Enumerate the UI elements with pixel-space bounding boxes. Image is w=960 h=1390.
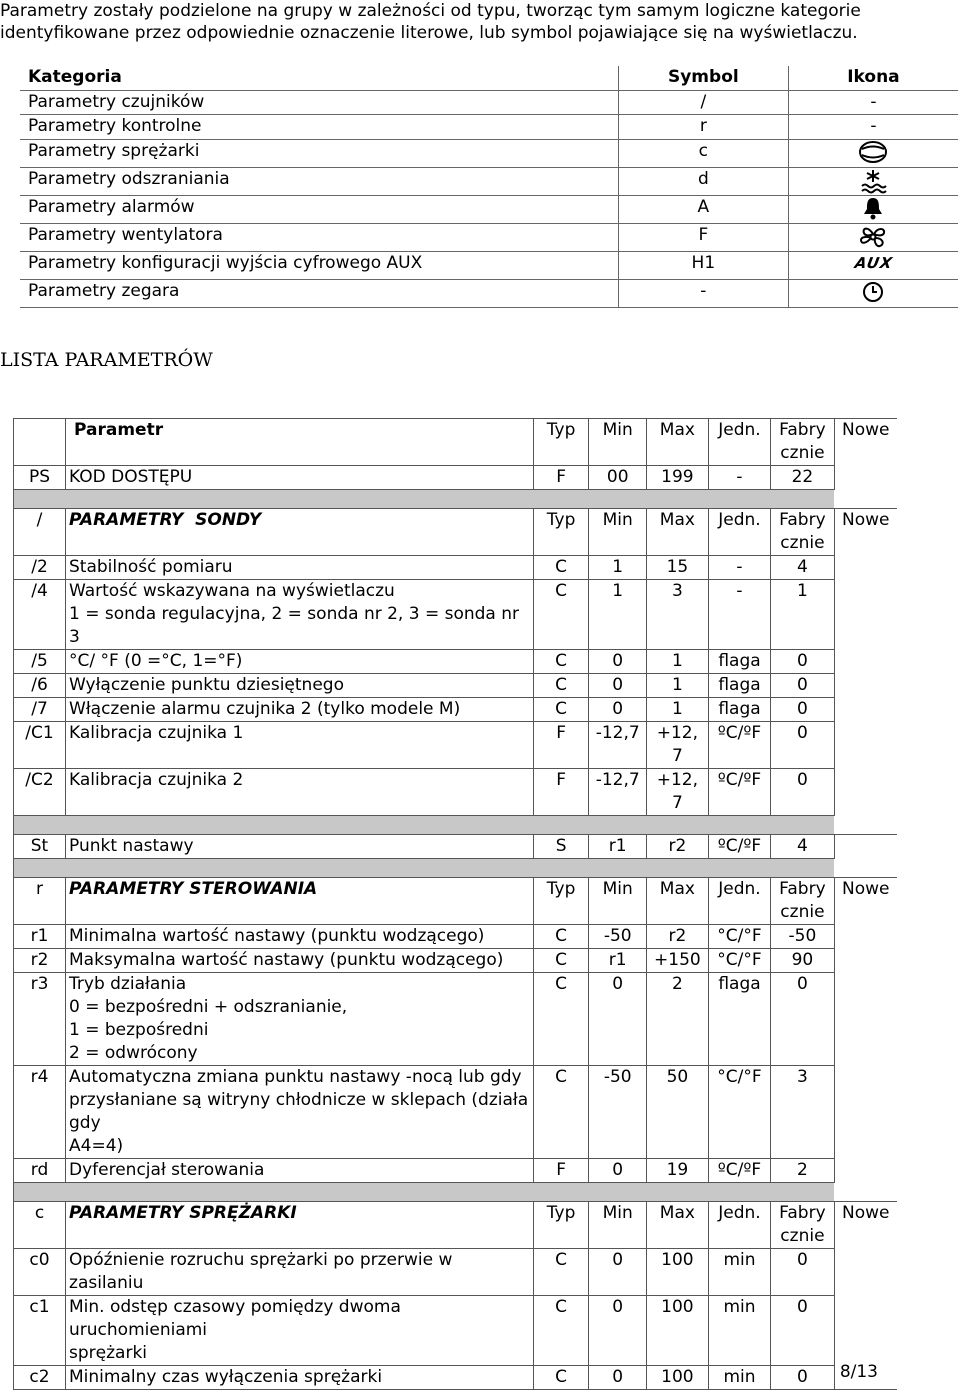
param-min: 00 [589,466,647,490]
param-max: r2 [647,925,709,949]
param-jedn: °C/°F [708,1066,771,1159]
table-row [14,580,898,650]
param-min: 0 [589,650,647,674]
param-desc: Minimalny czas wyłączenia sprężarki [66,1366,534,1390]
header-typ: Typ [533,878,588,925]
param-max: +150 [647,949,709,973]
param-typ: F [533,466,588,490]
param-desc [66,1296,534,1366]
category-name: Parametry alarmów [20,195,618,223]
spacer-row [14,816,898,835]
group-header-sterowania [14,878,898,925]
param-fab: 4 [771,556,834,580]
param-desc-line: sprężarki [69,1343,148,1363]
header-jedn: Jedn. [708,878,771,925]
category-row [20,279,958,307]
table-row [14,556,898,580]
compressor-icon [788,139,958,167]
category-row [20,90,958,115]
param-fab: -50 [771,925,834,949]
header-fabrycznie-2: cznie [780,533,825,553]
spacer-row [14,490,898,509]
header-max: Max [647,509,709,556]
param-desc: Wyłączenie punktu dziesiętnego [66,674,534,698]
header-fabrycznie-1: Fabry [779,1203,826,1223]
param-typ: C [533,949,588,973]
table-row [14,769,898,816]
table-row [14,466,898,490]
param-fab: 3 [771,1066,834,1159]
table-row [14,1159,898,1183]
param-typ: C [533,650,588,674]
group-code: c [14,1202,66,1249]
param-desc-line: 0 = bezpośredni + odszranianie, [69,997,348,1017]
param-max: 19 [647,1159,709,1183]
param-code: rd [14,1159,66,1183]
param-max-line: 7 [671,793,683,813]
param-desc: Opóźnienie rozruchu sprężarki po przerwie w zasilaniu [66,1249,534,1296]
param-min: 1 [589,580,647,650]
param-max-line: +12, [656,723,699,743]
param-max: 2 [647,973,709,1066]
param-desc: °C/ °F (0 =°C, 1=°F) [66,650,534,674]
param-jedn: ºC/ºF [708,835,771,859]
header-min: Min [589,419,647,466]
category-symbol: r [618,115,788,140]
param-jedn: °C/°F [708,925,771,949]
header-jedn: Jedn. [708,509,771,556]
param-fab: 4 [771,835,834,859]
param-code: /C1 [14,722,66,769]
header-fabrycznie [771,878,834,925]
param-max: 3 [647,580,709,650]
category-row [20,195,958,223]
header-fabrycznie [771,509,834,556]
param-jedn: - [708,580,771,650]
category-icon: - [788,90,958,115]
header-nowe: Nowe [834,419,897,466]
header-jedn: Jedn. [708,1202,771,1249]
param-min: 0 [589,1366,647,1390]
table-row [14,835,898,859]
parameter-table [13,418,897,1390]
param-min: r1 [589,835,647,859]
param-code: c1 [14,1296,66,1366]
header-fabrycznie-1: Fabry [779,420,826,440]
param-min: -50 [589,1066,647,1159]
param-max-line: +12, [656,770,699,790]
group-title: PARAMETRY SPRĘŻARKI [66,1202,534,1249]
param-typ: F [533,1159,588,1183]
param-jedn: °C/°F [708,949,771,973]
section-title: LISTA PARAMETRÓW [0,349,213,371]
param-typ: F [533,769,588,816]
param-min: 0 [589,674,647,698]
param-jedn: - [708,556,771,580]
group-header-sprezarki [14,1202,898,1249]
clock-icon [788,279,958,307]
parameter-table-header [14,419,898,466]
defrost-icon [788,167,958,195]
param-jedn: min [708,1249,771,1296]
header-nowe: Nowe [834,509,897,556]
param-fab: 0 [771,722,834,769]
category-name: Parametry wentylatora [20,223,618,251]
header-symbol: Symbol [618,66,788,90]
param-code: St [14,835,66,859]
param-max: 50 [647,1066,709,1159]
param-fab: 0 [771,1296,834,1366]
param-max: 100 [647,1249,709,1296]
header-min: Min [589,1202,647,1249]
header-parametr: Parametr [66,419,534,466]
param-min: -50 [589,925,647,949]
category-name: Parametry czujników [20,90,618,115]
param-desc [66,973,534,1066]
category-table-header [20,66,958,90]
param-fab: 0 [771,698,834,722]
category-symbol: H1 [618,251,788,279]
param-jedn: flaga [708,973,771,1066]
param-desc-line: A4=4) [69,1136,124,1156]
param-desc-line: 2 = odwrócony [69,1043,198,1063]
param-desc: KOD DOSTĘPU [66,466,534,490]
group-code: / [14,509,66,556]
table-row [14,722,898,769]
category-name: Parametry sprężarki [20,139,618,167]
param-min: -12,7 [589,769,647,816]
category-symbol: / [618,90,788,115]
param-fab: 2 [771,1159,834,1183]
category-row [20,223,958,251]
header-typ: Typ [533,1202,588,1249]
param-code: c0 [14,1249,66,1296]
param-desc: Kalibracja czujnika 1 [66,722,534,769]
param-max: 1 [647,650,709,674]
header-typ: Typ [533,509,588,556]
param-desc: Kalibracja czujnika 2 [66,769,534,816]
param-min: 0 [589,1159,647,1183]
param-min: 0 [589,1249,647,1296]
param-typ: S [533,835,588,859]
param-typ: C [533,698,588,722]
param-code: r2 [14,949,66,973]
category-row [20,251,958,279]
param-code: c2 [14,1366,66,1390]
alarm-bell-icon [788,195,958,223]
param-max-line: 7 [671,746,683,766]
header-fabrycznie-1: Fabry [779,510,826,530]
param-typ: C [533,674,588,698]
param-code: /4 [14,580,66,650]
header-fabrycznie-2: cznie [780,1226,825,1246]
param-min: -12,7 [589,722,647,769]
category-row [20,139,958,167]
header-min: Min [589,878,647,925]
header-nowe: Nowe [834,878,897,925]
param-code: /C2 [14,769,66,816]
param-jedn: - [708,466,771,490]
param-desc: Punkt nastawy [66,835,534,859]
param-typ: C [533,1366,588,1390]
aux-icon [788,251,958,279]
header-fabrycznie-2: cznie [780,443,825,463]
param-desc [66,580,534,650]
param-code: r4 [14,1066,66,1159]
param-desc-line: Min. odstęp czasowy pomiędzy dwoma uruchomieniami [69,1297,401,1340]
header-fabrycznie [771,1202,834,1249]
param-typ: C [533,1296,588,1366]
header-fabrycznie [771,419,834,466]
table-row [14,1296,898,1366]
category-symbol: A [618,195,788,223]
group-header-sonda [14,509,898,556]
header-max: Max [647,878,709,925]
category-name: Parametry zegara [20,279,618,307]
param-desc: Stabilność pomiaru [66,556,534,580]
param-code: /7 [14,698,66,722]
param-typ: C [533,556,588,580]
param-fab: 1 [771,580,834,650]
param-typ: C [533,1249,588,1296]
param-desc-line: Tryb działania [69,974,187,994]
table-row [14,674,898,698]
spacer-row [14,859,898,878]
param-min: 0 [589,698,647,722]
group-title: PARAMETRY SONDY [66,509,534,556]
param-desc-line: przysłaniane są witryny chłodnicze w sklepach (działa gdy [69,1090,529,1133]
param-min: 1 [589,556,647,580]
category-symbol: - [618,279,788,307]
param-fab: 22 [771,466,834,490]
param-typ: F [533,722,588,769]
header-max: Max [647,419,709,466]
param-fab: 0 [771,674,834,698]
param-fab: 0 [771,1249,834,1296]
param-code: PS [14,466,66,490]
param-desc-line: Wartość wskazywana na wyświetlaczu [69,581,395,601]
param-jedn: min [708,1296,771,1366]
category-table [20,66,958,308]
param-fab: 0 [771,650,834,674]
param-desc: Dyferencjał sterowania [66,1159,534,1183]
category-icon: - [788,115,958,140]
param-desc-line: 1 = bezpośredni [69,1020,209,1040]
page-number: 8/13 [839,1362,878,1382]
header-max: Max [647,1202,709,1249]
param-jedn: flaga [708,698,771,722]
param-typ: C [533,580,588,650]
param-code: r1 [14,925,66,949]
table-row [14,1366,898,1390]
param-jedn: ºC/ºF [708,722,771,769]
param-code: /5 [14,650,66,674]
param-code: /2 [14,556,66,580]
table-row [14,698,898,722]
table-row [14,973,898,1066]
param-jedn: ºC/ºF [708,1159,771,1183]
param-code: /6 [14,674,66,698]
param-max [647,769,709,816]
fan-icon [788,223,958,251]
header-kategoria: Kategoria [20,66,618,90]
param-max: 100 [647,1296,709,1366]
param-desc [66,1066,534,1159]
param-desc-line: 1 = sonda regulacyjna, 2 = sonda nr 2, 3 = sonda nr 3 [69,604,520,647]
intro-paragraph: Parametry zostały podzielone na grupy w zależności od typu, tworząc tym samym logiczne kategorie identyfikowane przez odpowiednie oznaczenie literowe, lub symbol pojawiające się na wyświetlaczu. [0,1,861,43]
category-name: Parametry konfiguracji wyjścia cyfrowego AUX [20,251,618,279]
group-code: r [14,878,66,925]
param-min: r1 [589,949,647,973]
table-row [14,1066,898,1159]
category-symbol: F [618,223,788,251]
param-desc: Włączenie alarmu czujnika 2 (tylko modele M) [66,698,534,722]
param-fab: 0 [771,769,834,816]
group-title: PARAMETRY STEROWANIA [66,878,534,925]
param-fab: 0 [771,1366,834,1390]
category-row [20,167,958,195]
table-row [14,949,898,973]
table-row [14,925,898,949]
param-max: 15 [647,556,709,580]
aux-label: AUX [853,253,894,272]
category-name: Parametry kontrolne [20,115,618,140]
table-row [14,1249,898,1296]
param-jedn: flaga [708,674,771,698]
param-desc: Minimalna wartość nastawy (punktu wodzącego) [66,925,534,949]
param-jedn: flaga [708,650,771,674]
param-desc-line: Automatyczna zmiana punktu nastawy -nocą lub gdy [69,1067,522,1087]
header-ikona: Ikona [788,66,958,90]
param-max: 1 [647,698,709,722]
param-jedn: min [708,1366,771,1390]
header-jedn: Jedn. [708,419,771,466]
header-min: Min [589,509,647,556]
header-fabrycznie-1: Fabry [779,879,826,899]
header-fabrycznie-2: cznie [780,902,825,922]
param-typ: C [533,973,588,1066]
param-typ: C [533,925,588,949]
param-fab: 0 [771,973,834,1066]
category-row [20,115,958,140]
param-code: r3 [14,973,66,1066]
category-symbol: d [618,167,788,195]
param-max: r2 [647,835,709,859]
param-max [647,722,709,769]
category-name: Parametry odszraniania [20,167,618,195]
param-max: 199 [647,466,709,490]
header-nowe: Nowe [834,1202,897,1249]
param-max: 1 [647,674,709,698]
category-symbol: c [618,139,788,167]
table-row [14,650,898,674]
spacer-row [14,1183,898,1202]
header-typ: Typ [533,419,588,466]
param-jedn: ºC/ºF [708,769,771,816]
param-fab: 90 [771,949,834,973]
param-min: 0 [589,973,647,1066]
param-typ: C [533,1066,588,1159]
param-min: 0 [589,1296,647,1366]
param-desc: Maksymalna wartość nastawy (punktu wodzącego) [66,949,534,973]
param-max: 100 [647,1366,709,1390]
